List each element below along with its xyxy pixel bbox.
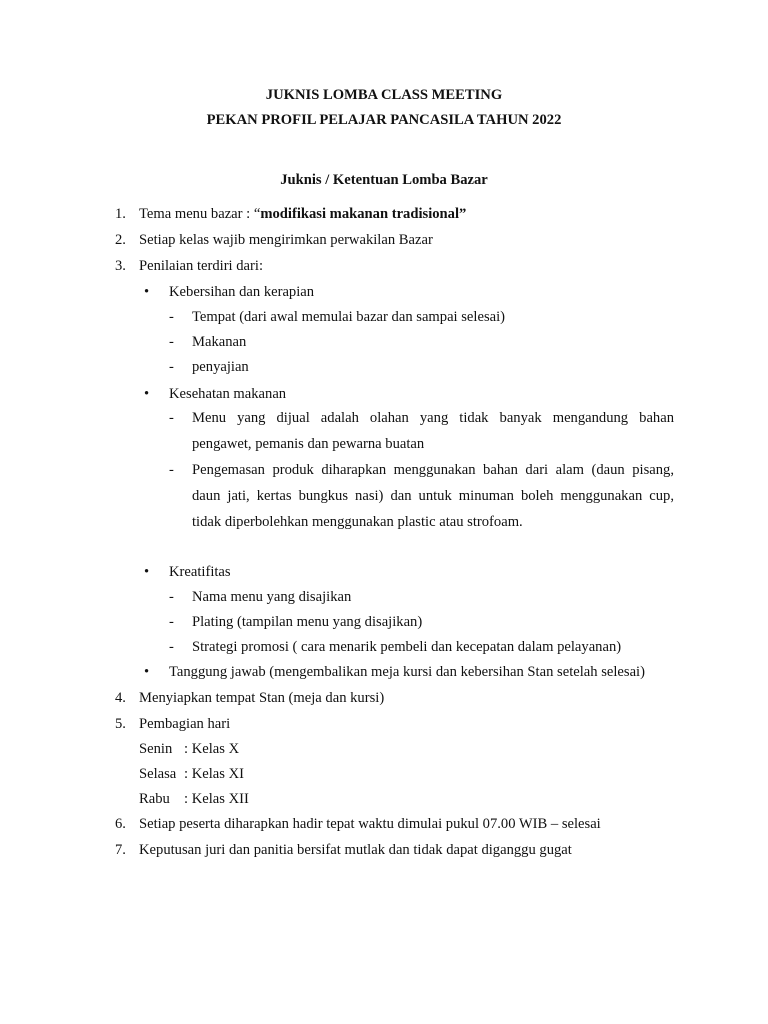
sub-item-makanan: Makanan: [192, 334, 247, 350]
schedule-kelas-selasa: : Kelas XI: [184, 766, 244, 782]
item-number-5: 5.: [115, 716, 126, 732]
schedule-kelas-senin: : Kelas X: [184, 741, 240, 757]
schedule-kelas-rabu: : Kelas XII: [184, 791, 249, 807]
bullet-marker: •: [144, 564, 150, 580]
item-number-1: 1.: [115, 206, 126, 222]
sub-item-kemasan-line-1: Pengemasan produk diharapkan menggunakan bahan dari alam (daun pisang,: [192, 462, 674, 478]
item-number-7: 7.: [115, 842, 126, 858]
schedule-day-rabu: Rabu: [139, 791, 170, 807]
bullet-marker: •: [144, 284, 150, 300]
sub-item-kemasan-line-2: daun jati, kertas bungkus nasi) dan untuk minuman boleh menggunakan cup,: [192, 488, 674, 504]
sub-item-nama-menu: Nama menu yang disajikan: [192, 589, 352, 605]
document-title: JUKNIS LOMBA CLASS MEETING: [265, 87, 503, 103]
item-1-prefix: Tema menu bazar : “: [139, 206, 261, 222]
document-subtitle: PEKAN PROFIL PELAJAR PANCASILA TAHUN 2022: [206, 112, 562, 128]
dash-marker: -: [169, 334, 174, 350]
item-1-theme: modifikasi makanan tradisional”: [260, 206, 467, 222]
sub-item-tempat: Tempat (dari awal memulai bazar dan sampai selesai): [192, 309, 506, 325]
item-number-6: 6.: [115, 816, 126, 832]
schedule-day-senin: Senin: [139, 741, 173, 757]
section-heading: Juknis / Ketentuan Lomba Bazar: [280, 172, 488, 188]
dash-marker: -: [169, 639, 174, 655]
item-2-text: Setiap kelas wajib mengirimkan perwakilan Bazar: [139, 232, 433, 248]
sub-item-strategi: Strategi promosi ( cara menarik pembeli dan kecepatan dalam pelayanan): [192, 639, 622, 655]
item-4-text: Menyiapkan tempat Stan (meja dan kursi): [139, 690, 385, 706]
dash-marker: -: [169, 309, 174, 325]
item-6-text: Setiap peserta diharapkan hadir tepat waktu dimulai pukul 07.00 WIB – selesai: [139, 816, 601, 832]
sub-item-kemasan-line-3: tidak diperbolehkan menggunakan plastic atau strofoam.: [192, 514, 523, 530]
dash-marker: -: [169, 462, 174, 478]
item-1-text: [139, 205, 466, 224]
item-number-4: 4.: [115, 690, 126, 706]
criterion-kebersihan: Kebersihan dan kerapian: [169, 284, 315, 300]
dash-marker: -: [169, 589, 174, 605]
bullet-marker: •: [144, 386, 150, 402]
criterion-kesehatan: Kesehatan makanan: [169, 386, 287, 402]
item-number-3: 3.: [115, 258, 126, 274]
dash-marker: -: [169, 614, 174, 630]
criterion-tanggung-jawab: Tanggung jawab (mengembalikan meja kursi dan kebersihan Stan setelah selesai): [169, 664, 645, 680]
schedule-day-selasa: Selasa: [139, 766, 177, 782]
sub-item-menu-line-1: Menu yang dijual adalah olahan yang tidak banyak mengandung bahan: [192, 410, 674, 426]
sub-item-penyajian: penyajian: [192, 359, 249, 375]
item-5-text: Pembagian hari: [139, 716, 231, 732]
item-3-text: Penilaian terdiri dari:: [139, 258, 264, 274]
sub-item-menu-line-2: pengawet, pemanis dan pewarna buatan: [192, 436, 425, 452]
bullet-marker: •: [144, 664, 150, 680]
item-7-text: Keputusan juri dan panitia bersifat mutlak dan tidak dapat diganggu gugat: [139, 842, 572, 858]
criterion-kreatifitas: Kreatifitas: [169, 564, 231, 580]
dash-marker: -: [169, 410, 174, 426]
dash-marker: -: [169, 359, 174, 375]
sub-item-plating: Plating (tampilan menu yang disajikan): [192, 614, 423, 630]
item-number-2: 2.: [115, 232, 126, 248]
